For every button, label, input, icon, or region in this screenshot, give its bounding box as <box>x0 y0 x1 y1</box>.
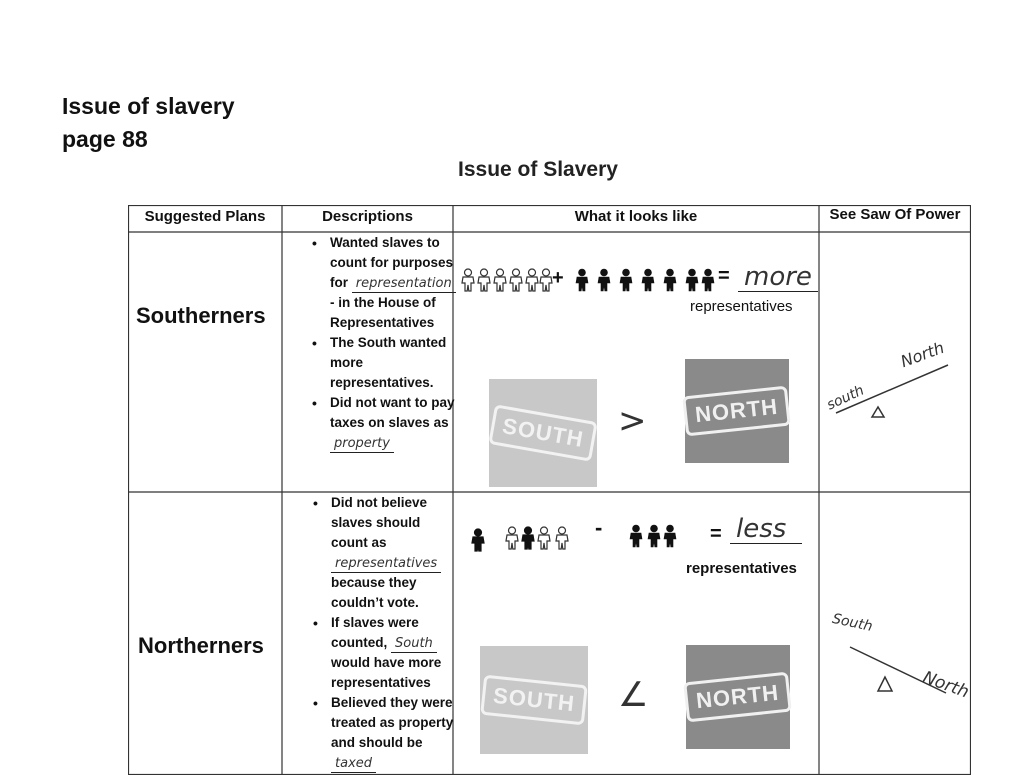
northerners-bullet-3 <box>309 693 459 773</box>
northerners-seesaw-icon <box>828 625 968 715</box>
greater-than-symbol: > <box>618 401 647 441</box>
southerners-seesaw-icon <box>828 345 968 425</box>
row-label-northerners: Northerners <box>138 633 264 658</box>
northerners-b2-text: If slaves were counted, <box>331 615 419 650</box>
south-stamp-image-2 <box>480 646 588 754</box>
northerners-seesaw-north: North <box>920 667 972 703</box>
southerners-seesaw-south: south <box>824 382 867 414</box>
southerners-b1-blank: representation <box>352 276 456 293</box>
northerners-seesaw-south: South <box>830 610 874 636</box>
northerners-b3-text: Believed they were treated as property and should be <box>331 695 454 750</box>
southerners-b1-text: Wanted slaves to count for purposes for <box>330 235 454 290</box>
south-stamp-image <box>489 379 597 487</box>
northerners-b2-after: would have more representatives <box>331 655 442 690</box>
north-stamp-text: NORTH <box>683 386 792 437</box>
south-stamp-text-2: SOUTH <box>480 675 588 726</box>
southerners-seesaw-north: North <box>898 337 947 372</box>
filled-people-icon <box>574 267 719 293</box>
south-stamp-text: SOUTH <box>488 404 597 461</box>
worksheet-table <box>128 205 971 775</box>
northerners-bullet-2 <box>309 613 459 693</box>
northerners-b1-after: because they couldn’t vote. <box>331 575 419 610</box>
northerners-caption: representatives <box>686 560 797 577</box>
northerners-b1-text: Did not believe slaves should count as <box>331 495 428 550</box>
mixed-people-icon <box>470 525 600 553</box>
southerners-bullet-1: • Wanted slaves to count for purposes for representation - in the House of Representatives <box>308 233 458 333</box>
header-suggested-plans: Suggested Plans <box>144 208 266 225</box>
northerners-answer: less <box>730 515 802 544</box>
slide-title-line1: Issue of slavery <box>62 93 235 119</box>
southerners-b1-after: in the House of Representatives <box>330 295 436 330</box>
northerners-b2-blank: South <box>391 636 437 653</box>
southerners-b2-text: The South wanted more representatives. <box>330 335 447 390</box>
northerners-descriptions <box>309 493 459 773</box>
northerners-bullet-1 <box>309 493 459 613</box>
southerners-answer: more <box>738 263 818 292</box>
southerners-descriptions <box>308 233 458 453</box>
southerners-bullet-2 <box>308 333 458 393</box>
southerners-bullet-3 <box>308 393 458 453</box>
northerners-equals-sign: = <box>710 523 722 545</box>
header-descriptions: Descriptions <box>322 208 413 225</box>
north-stamp-image-2 <box>686 645 790 749</box>
north-stamp-image <box>685 359 789 463</box>
slide-title-line2: page 88 <box>62 126 148 152</box>
southerners-b3-text: Did not want to pay taxes on slaves as <box>330 395 455 430</box>
northerners-b1-blank: representatives <box>331 556 441 573</box>
minus-sign: - <box>595 515 603 540</box>
header-what-it-looks-like: What it looks like <box>574 208 698 225</box>
worksheet-title: Issue of Slavery <box>458 158 618 181</box>
north-stamp-text-2: NORTH <box>684 672 793 723</box>
plus-sign: + <box>552 267 564 289</box>
outline-people-icon <box>460 267 555 293</box>
equals-sign: = <box>718 265 730 287</box>
southerners-b3-blank: property <box>330 436 394 453</box>
row-label-southerners: Southerners <box>136 303 266 328</box>
southerners-caption: representatives <box>690 298 793 315</box>
northerners-b3-blank: taxed <box>331 756 376 773</box>
slide-title <box>62 90 235 156</box>
header-see-saw: See Saw Of Power <box>829 206 961 223</box>
less-than-symbol: ∠ <box>618 675 649 715</box>
filled-people-pair-icon <box>628 523 688 551</box>
